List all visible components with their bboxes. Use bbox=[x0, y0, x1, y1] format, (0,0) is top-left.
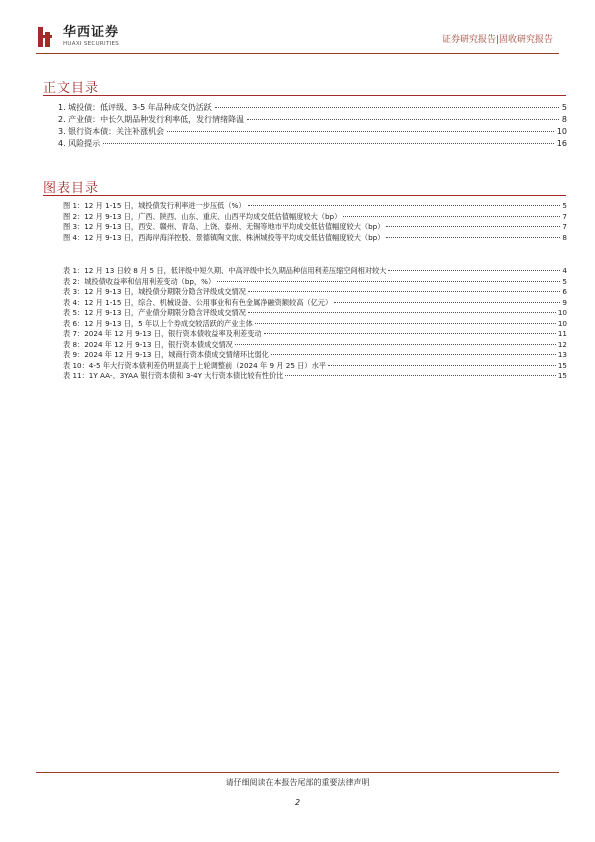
table-list-item[interactable]: 表 1：12 月 13 日较 8 月 5 日，低评级中短久期、中高评级中长久期品种信用利差压缩空间相对较大 4 bbox=[63, 266, 567, 275]
table-list-item[interactable]: 表 11：1Y AA-、3YAA 银行资本债和 3-4Y 大行资本债比较有性价比 15 bbox=[63, 371, 567, 380]
page-header bbox=[36, 22, 559, 52]
page-number: 2 bbox=[294, 798, 301, 807]
logo-chinese-name: 华西证券 bbox=[63, 25, 120, 41]
logo-mark-icon bbox=[36, 26, 58, 48]
toc-title: 正文目录 bbox=[43, 81, 100, 96]
toc-item[interactable]: 1. 城投债：低评级、3-5 年品种成交仍活跃 5 bbox=[58, 103, 567, 112]
header-divider bbox=[36, 53, 559, 54]
table-list-item[interactable]: 表 6：12 月 9-13 日，5 年以上个券成交较活跃的产业主体 10 bbox=[63, 318, 567, 328]
table-list-item[interactable]: 表 9：2024 年 12 月 9-13 日，城商行资本债成交情绪环比弱化 13 bbox=[63, 350, 567, 359]
table-list-item[interactable]: 表 4：12 月 1-15 日，综合、机械设备、公用事业和有色金属净融资额较高（亿元） 9 bbox=[63, 297, 567, 307]
table-list-item[interactable]: 表 2：城投债收益率和信用利差变动（bp，%） 5 bbox=[63, 276, 567, 286]
table-list-item[interactable]: 表 3：12 月 9-13 日，城投债分期限分隐含评级成交情况 6 bbox=[63, 287, 567, 296]
chart-list-item[interactable]: 图 4：12 月 9-13 日，西海岸海洋控股、景德镇陶文旅、株洲城投等平均成交低估值幅度较大（bp） 8 bbox=[63, 232, 567, 242]
toc-list bbox=[58, 102, 567, 150]
chart-list-item[interactable]: 图 2：12 月 9-13 日，广西、陕西、山东、重庆、山西平均成交低估值幅度较大（bp） 7 bbox=[63, 211, 567, 221]
toc-item[interactable]: 2. 产业债：中长久期品种发行利率低，发行情绪降温 8 bbox=[58, 115, 567, 124]
table-list-item[interactable]: 表 10：4-5 年大行资本债利差仍明显高于上轮调整前（2024 年 9 月 25 日）水平 15 bbox=[63, 360, 567, 370]
table-list-item[interactable]: 表 8：2024 年 12 月 9-13 日，银行资本债成交情况 12 bbox=[63, 339, 567, 349]
chart-list bbox=[63, 201, 567, 243]
toc-item[interactable]: 4. 风险提示 16 bbox=[58, 139, 567, 148]
figures-divider bbox=[43, 195, 566, 196]
logo-english-name: HUAXI SECURITIES bbox=[63, 41, 120, 48]
report-category: 证券研究报告|固收研究报告 bbox=[441, 35, 553, 45]
legal-notice: 请仔细阅读在本报告尾部的重要法律声明 bbox=[225, 778, 370, 787]
company-logo bbox=[36, 22, 119, 52]
chart-list-item[interactable]: 图 3：12 月 9-13 日，西安、赣州、青岛、上饶、泰州、无锡等地市平均成交低估值幅度较大（bp） 7 bbox=[63, 222, 567, 231]
table-list-item[interactable]: 表 5：12 月 9-13 日，产业债分期限分隐含评级成交情况 10 bbox=[63, 308, 567, 317]
toc-item[interactable]: 3. 银行资本债：关注补涨机会 10 bbox=[58, 127, 567, 136]
table-list-item[interactable]: 表 7：2024 年 12 月 9-13 日，银行资本债收益率及利差变动 11 bbox=[63, 329, 567, 338]
footer-divider bbox=[36, 772, 559, 773]
toc-divider bbox=[43, 95, 566, 96]
chart-list-item[interactable]: 图 1：12 月 1-15 日，城投债发行利率进一步压低（%） 5 bbox=[63, 201, 567, 210]
table-list bbox=[63, 266, 567, 382]
figures-title: 图表目录 bbox=[43, 181, 100, 196]
